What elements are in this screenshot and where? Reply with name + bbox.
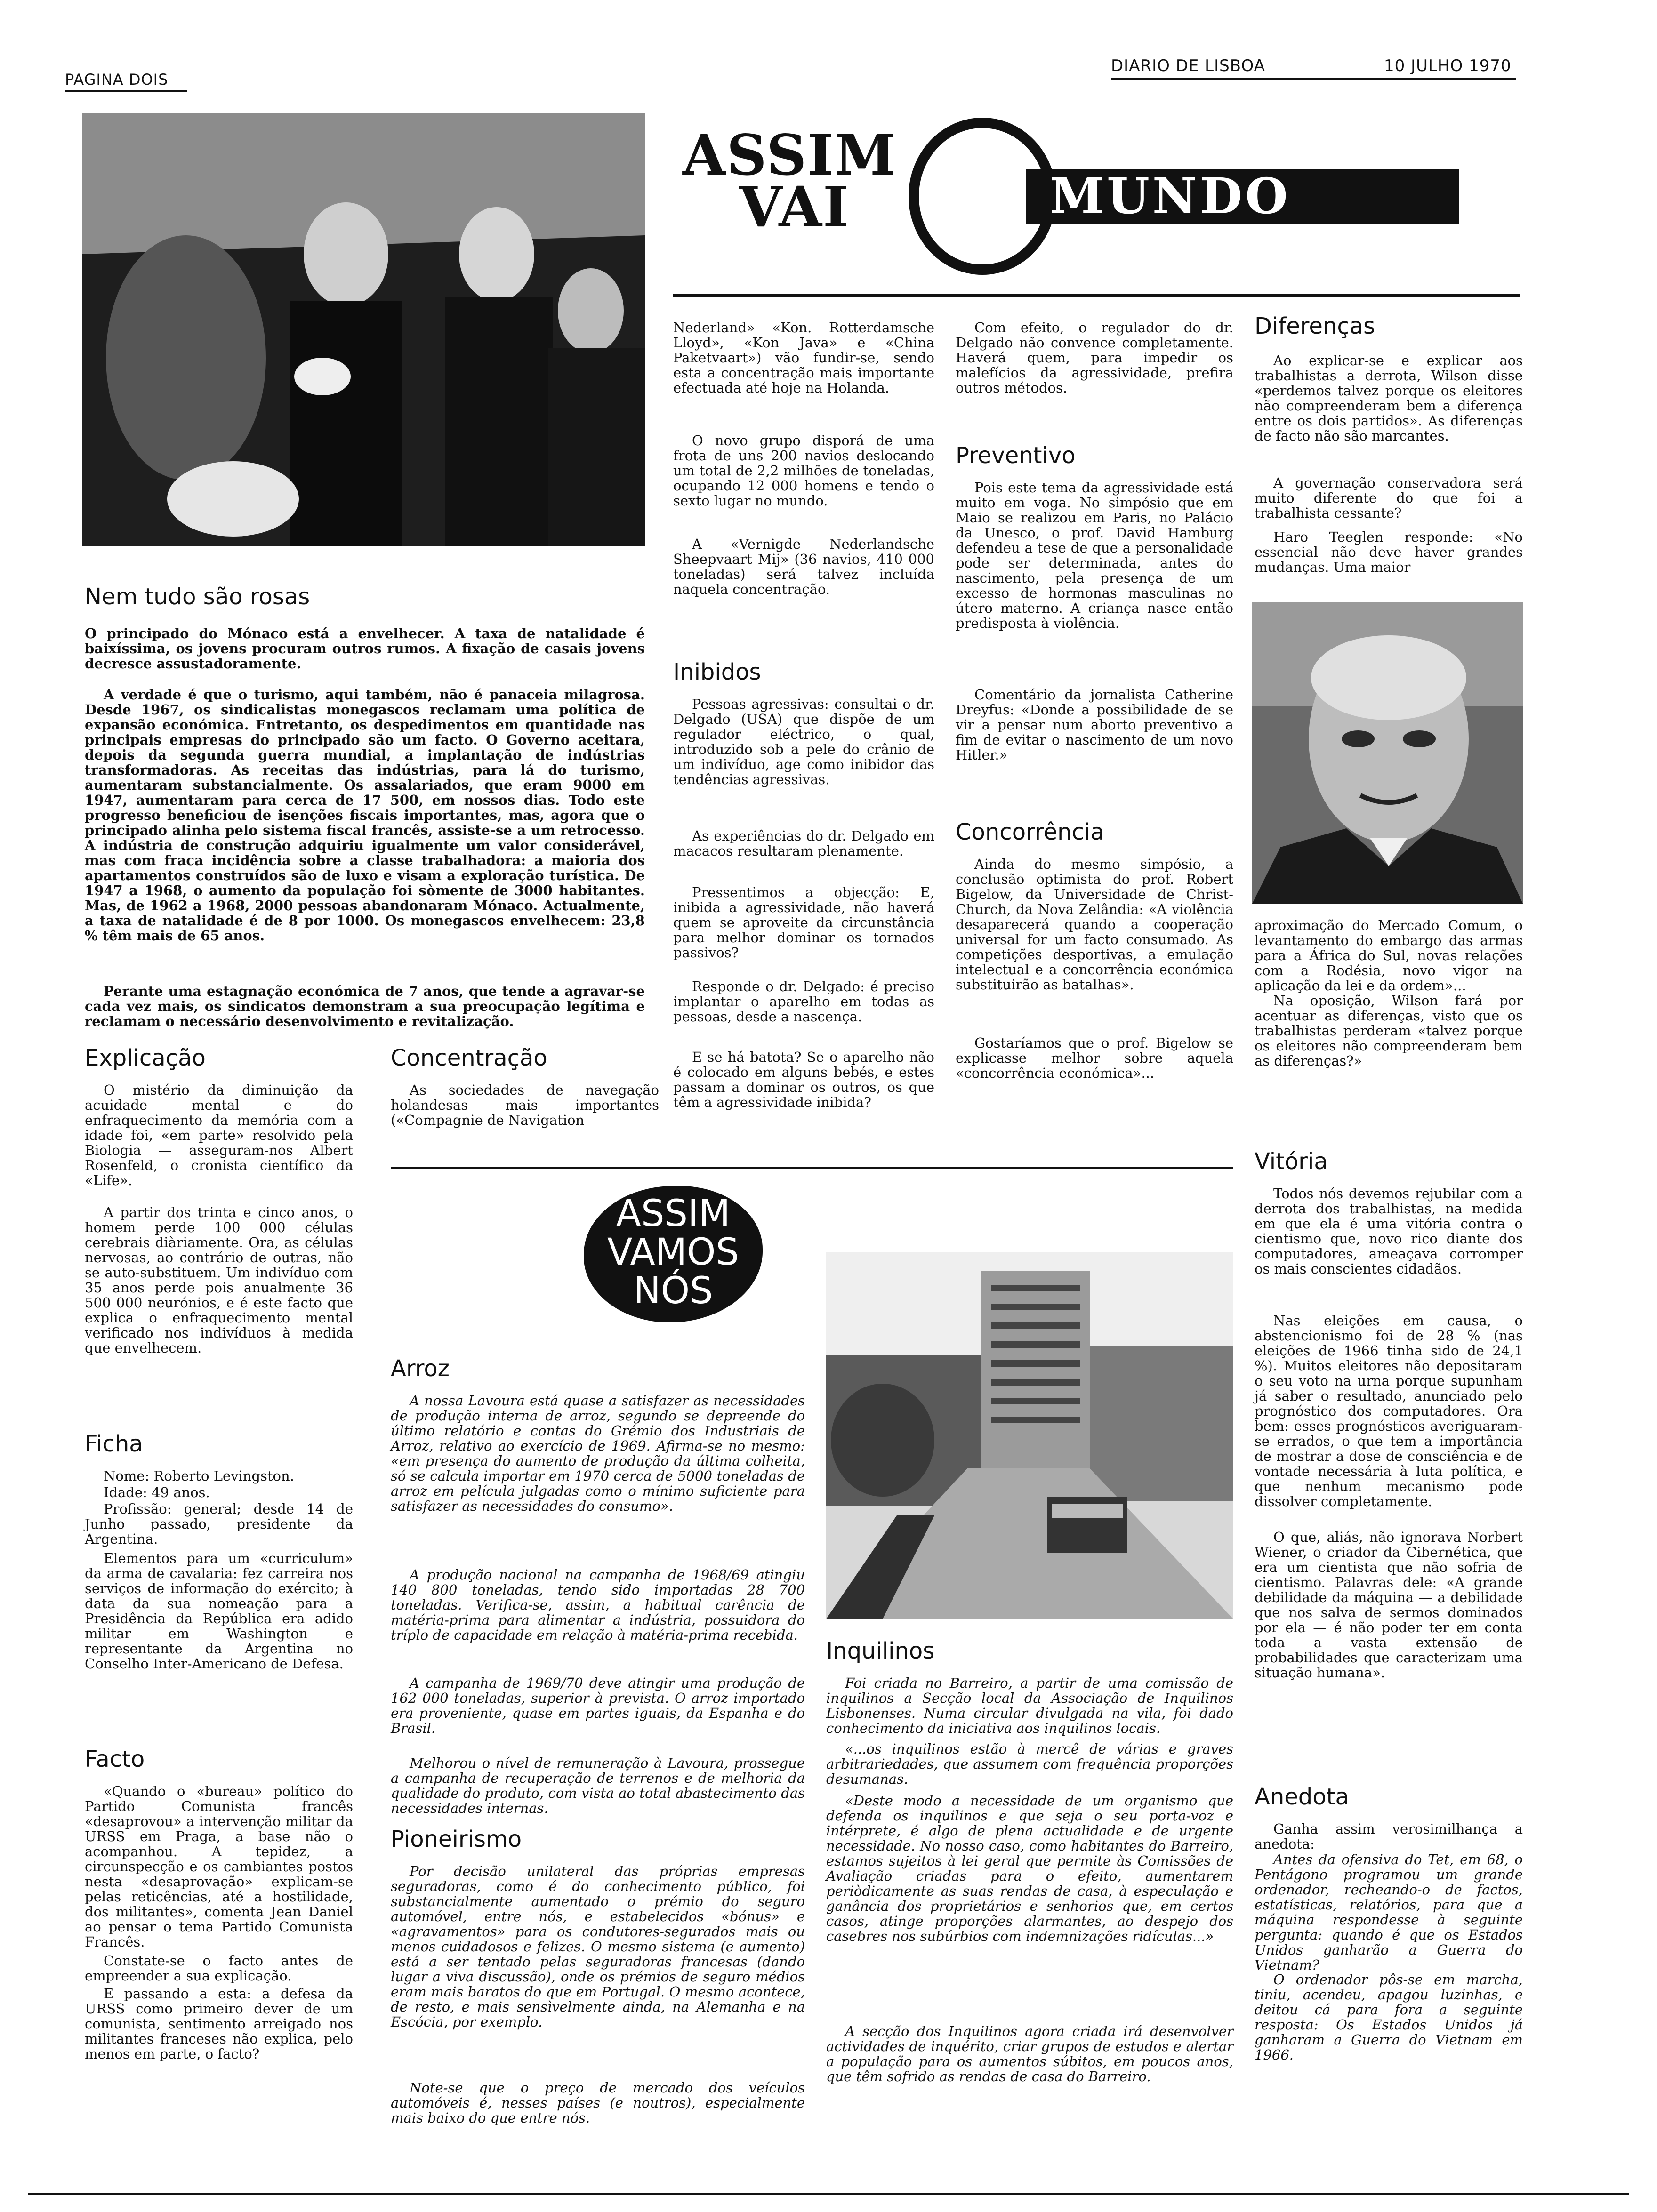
preventivo-p1: Pois este tema da agressividade está muito em voga. No simpósio que em Maio se realizou em Paris, no Palácio da Unesco, o prof. David Hamburg defendeu a tese de que a personalidade pode ser determinada, antes do nascimento, pela presença de um excesso de hormonas masculinas no útero materno. A criança nasce então predisposta à violência. xyxy=(956,480,1233,631)
heading-ficha: Ficha xyxy=(85,1431,143,1457)
arroz-p2: A produção nacional na campanha de 1968/69 atingiu 140 800 toneladas, tendo sido importadas 28 700 toneladas. Verifica-se, assim, a habitual carência de matéria-prima para alimentar a indústria, possuidora do tríplo de capacidade em relação à matéria-prima recebida. xyxy=(391,1567,805,1643)
nem-tudo-lead: O principado do Mónaco está a envelhecer. A taxa de natalidade é baixíssima, os jovens procuram outros rumos. A fixação de casais jovens decresce assustadoramente. xyxy=(85,625,645,672)
diferencas-p3: Haro Teeglen responde: «No essencial não deve haver grandes mudanças. Uma maior xyxy=(1255,529,1523,575)
vitoria-p1: Todos nós devemos rejubilar com a derrota dos trabalhistas, na medida em que ela é uma vitória contra o cientismo que, novo rico diante dos computadores, ameaçava corromper os mais conscientes cidadãos. xyxy=(1255,1186,1523,1277)
heading-inibidos: Inibidos xyxy=(673,659,761,685)
inibidos-p2: As experiências do dr. Delgado em macacos resultaram plenamente. xyxy=(673,828,934,859)
preventivo-p2: Comentário da jornalista Catherine Dreyfus: «Donde a possibilidade de se vir a pensar num aborto preventivo a fim de evitar o nascimento de um novo Hitler.» xyxy=(956,687,1233,763)
heading-anedota: Anedota xyxy=(1255,1784,1349,1810)
concentracao-p1: As sociedades de navegação holandesas mais importantes («Compagnie de Navigation xyxy=(391,1082,659,1128)
diferencas-p4: aproximação do Mercado Comum, o levantamento do embargo das armas para a África do Sul, novas relações com a Rodésia, novo vigor na aplicação da lei e da ordem»... xyxy=(1255,917,1523,994)
street-photo-art xyxy=(826,1252,1233,1619)
banner-vai: VAI xyxy=(739,174,850,240)
banner-mundo: MUNDO xyxy=(1050,167,1291,225)
heading-facto: Facto xyxy=(85,1746,145,1772)
inquilinos-p4: A secção dos Inquilinos agora criada irá desenvolver actividades de inquérito, criar grupos de estudos e alertar a população para os aumentos súbitos, em poucos anos, que têm sofrido as rendas de casa do Barreiro. xyxy=(826,2023,1233,2084)
explicacao-p2: A partir dos trinta e cinco anos, o homem perde 100 000 células cerebrais diàriamente. Ora, as células nervosas, ao contrário de outras, não se auto-substituem. Um indivíduo com 35 anos perde pois anualmente 36 500 000 neurónios, e é este facto que explica o enfraquecimento mental verificado nos indivíduos à medida que envelhecem. xyxy=(85,1204,353,1356)
pioneirismo-p1: Por decisão unilateral das próprias empresas seguradoras, como é do conhecimento público, foi substancialmente aumentado o prémio do seguro automóvel, entre nós, e estabelecidos «bónus» e «agravamentos» para os condutores-segurados mais ou menos cuidadosos e felizes. O mesmo sistema (e aumento) está a ser tentado pelas seguradoras francesas (dando lugar a viva discussão), onde os prémios de seguro médios eram mais baratos do que em Portugal. O mesmo acontece, de resto, e mais sensìvelmente ainda, na Alemanha e na Escócia, por exemplo. xyxy=(391,1863,805,2030)
monaco-photo-art xyxy=(82,113,645,546)
wilson-portrait xyxy=(1252,602,1523,904)
ficha-p2: Idade: 49 anos. xyxy=(104,1484,210,1500)
heading-vitoria: Vitória xyxy=(1255,1148,1328,1175)
arroz-p4: Melhorou o nível de remuneração à Lavoura, prossegue a campanha de recuperação de terrenos e de melhoria da qualidade do produto, com vista ao total abastecimento das necessidades internas. xyxy=(391,1755,805,1816)
header-left-rule xyxy=(65,90,187,92)
ficha-p3: Profissão: general; desde 14 de Junho passado, presidente da Argentina. xyxy=(85,1501,353,1547)
vamos-line1: ASSIM xyxy=(616,1193,731,1235)
heading-diferencas: Diferenças xyxy=(1255,313,1375,339)
inibidos-p1: Pessoas agressivas: consultai o dr. Delgado (USA) que dispõe de um regulador eléctrico, o qual, introduzido sob a pele do crânio de um indivíduo, age como inibidor das tendências agressivas. xyxy=(673,696,934,787)
heading-preventivo: Preventivo xyxy=(956,442,1076,469)
heading-explicacao: Explicação xyxy=(85,1045,206,1071)
delgado-p1: Com efeito, o regulador do dr. Delgado não convence completamente. Haverá quem, para impedir os malefícios da agressividade, prefira outros métodos. xyxy=(956,320,1233,396)
arroz-p3: A campanha de 1969/70 deve atingir uma produção de 162 000 toneladas, superior à prevista. O arroz importado era proveniente, quase em partes iguais, da Espanha e do Brasil. xyxy=(391,1675,805,1736)
bottom-rule xyxy=(28,2193,1629,2195)
assim-vamos-nos-badge xyxy=(584,1186,763,1322)
arroz-p1: A nossa Lavoura está quase a satisfazer as necessidades de produção interna de arroz, segundo se depreende do último relatório e contas do Grémio dos Industriais de Arroz, relativo ao exercício de 1969. Afirma-se no mesmo: «em presença do aumento de produção da última colheita, só se calcula importar em 1970 cerca de 5000 toneladas de arroz em película julgadas como o mínimo suficiente para satisfazer as necessidades do consumo». xyxy=(391,1393,805,1514)
concentracao-p3: O novo grupo disporá de uma frota de uns 200 navios deslocando um total de 2,2 milhões de toneladas, ocupando 12 000 homens e tendo o sexto lugar no mundo. xyxy=(673,433,934,509)
anedota-p2: Antes da ofensiva do Tet, em 68, o Pentágono programou um grande ordenador, recheando-o de factos, estatísticas, relatórios, para que a máquina respondesse à seguinte pergunta: quando é que os Estados Unidos ganharão a Guerra do Vietnam? xyxy=(1255,1851,1523,1973)
heading-pioneirismo: Pioneirismo xyxy=(391,1826,522,1852)
concorrencia-p2: Gostaríamos que o prof. Bigelow se explicasse melhor sobre aquela «concorrência económica»... xyxy=(956,1035,1233,1081)
banner-assim: ASSIM xyxy=(683,122,897,188)
monaco-photo xyxy=(82,113,645,546)
banner-underline xyxy=(673,294,1520,297)
anedota-p1: Ganha assim verosimilhança a anedota: xyxy=(1255,1821,1523,1852)
issue-date: 10 JULHO 1970 xyxy=(1384,56,1512,75)
heading-arroz: Arroz xyxy=(391,1355,450,1382)
newspaper-name: DIARIO DE LISBOA xyxy=(1111,56,1265,75)
vamos-line2: VAMOS xyxy=(607,1231,739,1274)
inquilinos-p1: Foi criada no Barreiro, a partir de uma comissão de inquilinos a Secção local da Associação de Inquilinos Lisbonenses. Numa circular divulgada na vila, foi dado conhecimento da iniciativa aos inquilinos locais. xyxy=(826,1675,1233,1736)
diferencas-p5: Na oposição, Wilson fará por acentuar as diferenças, visto que os trabalhistas perderam «talvez porque os eleitores não compreenderam bem as diferenças?» xyxy=(1255,993,1523,1069)
inibidos-p3: Pressentimos a objecção: E, inibida a agressividade, não haverá quem se aproveite da circunstância para melhor dominar os tornados passivos? xyxy=(673,884,934,961)
anedota-p3: O ordenador pôs-se em marcha, tiniu, acendeu, apagou luzinhas, e deitou cá para fora a seguinte resposta: Os Estados Unidos já ganharam a Guerra do Vietnam em 1966. xyxy=(1255,1972,1523,2063)
explicacao-p1: O mistério da diminuição da acuidade mental e do enfraquecimento da memória com a idade foi, «em parte» resolvido pela Biologia — asseguram-nos Albert Rosenfeld, o cronista científico da «Life». xyxy=(85,1082,353,1188)
concorrencia-p1: Ainda do mesmo simpósio, a conclusão optimista do prof. Robert Bigelow, da Universidade de Christ-Church, da Nova Zelândia: «A violência desaparecerá quando a cooperação universal for um facto consumado. As competições desportivas, a emulação intelectual e a concorrência económica substituirão as batalhas». xyxy=(956,856,1233,993)
inquilinos-p3: «Deste modo a necessidade de um organismo que defenda os inquilinos e que seja o seu porta-voz e intérprete, é algo de plena actualidade e de urgente necessidade. No nosso caso, como habitantes do Barreiro, estamos sujeitos à lei geral que permite às Comissões de Avaliação criadas para o efeito, aumentarem periòdicamente as suas rendas de casa, à especulação e ganância dos proprietários e senhorios que, em certos casos, atinge proporções alarmantes, ao despejo dos casebres nos subúrbios com indemnizações ridículas...» xyxy=(826,1793,1233,1944)
concentracao-p4: A «Vernigde Nederlandsche Sheepvaart Mij» (36 navios, 410 000 toneladas) será talvez incluída naquela concentração. xyxy=(673,536,934,597)
pioneirismo-p2: Note-se que o preço de mercado dos veículos automóveis é, nesses países (e noutros), especialmente mais baixo do que entre nós. xyxy=(391,2080,805,2126)
heading-nem-tudo: Nem tudo são rosas xyxy=(85,584,310,610)
inibidos-p5: E se há batota? Se o aparelho não é colocado em alguns bebés, e estes passam a dominar os outros, os que têm a agressividade inibida? xyxy=(673,1049,934,1110)
vitoria-p3: O que, aliás, não ignorava Norbert Wiener, o criador da Cibernética, que era um cientista que não sofria de cientismo. Palavras dele: «A grande debilidade da máquina — a debilidade que nos salva de sermos dominados por ela — é não poder ter em conta toda a vasta extensão de probabilidades que caracterizam uma situação humana». xyxy=(1255,1529,1523,1681)
inquilinos-p2: «...os inquilinos estão à mercê de várias e graves arbitrariedades, que assumem com frequência proporções desumanas. xyxy=(826,1741,1233,1787)
page-label: PAGINA DOIS xyxy=(65,71,169,88)
heading-concorrencia: Concorrência xyxy=(956,819,1104,845)
ficha-p4: Elementos para um «curriculum» da arma de cavalaria: fez carreira nos serviços de informação do exército; à data da sua nomeação para a Presidência da República era adido militar em Washington e representante da Argentina no Conselho Inter-Americano de Defesa. xyxy=(85,1550,353,1672)
wilson-portrait-art xyxy=(1252,602,1523,904)
barreiro-street-photo xyxy=(826,1252,1233,1619)
facto-p2: Constate-se o facto antes de empreender a sua explicação. xyxy=(85,1953,353,1984)
ficha-p1: Nome: Roberto Levingston. xyxy=(104,1468,294,1484)
header-rule xyxy=(1111,78,1516,80)
inibidos-p4: Responde o dr. Delgado: é preciso implantar o aparelho em todas as pessoas, desde a nascença. xyxy=(673,978,934,1025)
middle-rule xyxy=(391,1167,1233,1169)
diferencas-p2: A governação conservadora será muito diferente do que foi a trabalhista cessante? xyxy=(1255,475,1523,521)
nem-tudo-p1: A verdade é que o turismo, aqui também, não é panaceia milagrosa. Desde 1967, os sindicalistas monegascos reclamam uma política de expansão económica. Entretanto, os despedimentos em quantidade nas principais empresas do principado são um facto. O Governo aceitara, depois da segunda guerra mundial, a implantação de indústrias transformadoras. As receitas das indústrias, para lá do turismo, aumentaram substancialmente. Os assalariados, que eram 9000 em 1947, aumentaram para cerca de 17 500, em nossos dias. Todo este progresso beneficiou de isenções fiscais importantes, mas, agora que o principado alinha pelo sistema fiscal francês, assiste-se a um retrocesso. A indústria de construção adquiriu igualmente um valor considerável, mas com fraca incidência sobre a classe trabalhadora: a maioria dos apartamentos construídos são de luxo e visam a exploração turística. De 1947 a 1968, o aumento da população foi sòmente de 3000 habitantes. Mas, de 1962 a 1968, 2000 pessoas abandonaram Mónaco. Actualmente, a taxa de natalidade é de 8 por 1000. Os monegascos envelhecem: 23,8 % têm mais de 65 anos. xyxy=(85,687,645,944)
vamos-line3: NÓS xyxy=(633,1270,713,1312)
nem-tudo-p2: Perante uma estagnação económica de 7 anos, que tende a agravar-se cada vez mais, os sindicatos demonstram a sua preocupação legítima e reclamam o necessário desenvolvimento e revitalização. xyxy=(85,983,645,1029)
concentracao-p2: Nederland» «Kon. Rotterdamsche Lloyd», «Kon Java» e «China Paketvaart») vão fundir-se, sendo esta a concentração mais importante efectuada até hoje na Holanda. xyxy=(673,320,934,396)
vitoria-p2: Nas eleições em causa, o abstencionismo foi de 28 % (nas eleições de 1966 tinha sido de 24,1 %). Muitos eleitores não depositaram o seu voto na urna porque supunham já saber o resultado, anunciado pelo prognóstico dos computadores. Ora bem: esses prognósticos averiguaram-se errados, o que tem a importância de mostrar a dose de consciência e de vontade necessária à luta política, e que nenhum mecanismo pode dissolver completamente. xyxy=(1255,1313,1523,1509)
facto-p3: E passando a esta: a defesa da URSS como primeiro dever de um comunista, sentimento arreigado nos militantes franceses não explica, pelo menos em parte, o facto? xyxy=(85,1986,353,2062)
diferencas-p1: Ao explicar-se e explicar aos trabalhistas a derrota, Wilson disse «perdemos talvez porque os eleitores não compreenderam bem a diferença entre os dois partidos». As diferenças de facto não são marcantes. xyxy=(1255,353,1523,444)
heading-concentracao: Concentração xyxy=(391,1045,547,1071)
assim-vai-o-mundo-banner xyxy=(678,113,1502,268)
facto-p1: «Quando o «bureau» político do Partido Comunista francês «desaprovou» a intervenção militar da URSS em Praga, a base não o acompanhou. A tepidez, a circunspecção e os cambiantes postos nesta «desaprovação» explicam-se pelas reticências, até a hostilidade, dos militantes», comenta Jean Daniel ao pensar o tema Partido Comunista Francês. xyxy=(85,1783,353,1950)
heading-inquilinos: Inquilinos xyxy=(826,1638,935,1664)
